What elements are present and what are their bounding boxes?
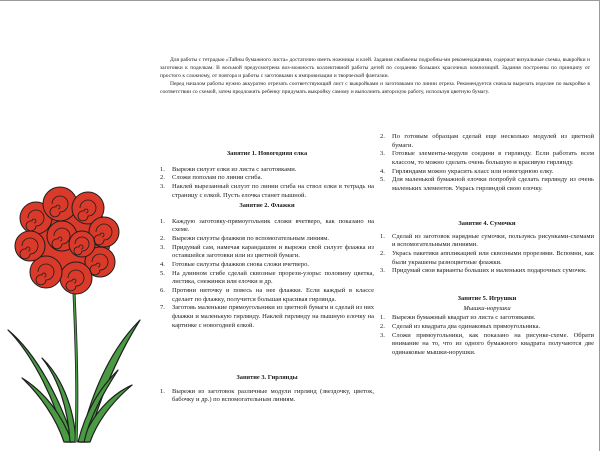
step-text: Укрась пакетики аппликацией или сквозными прорезями. Вспомни, как были украшены разноцветные флажки. xyxy=(392,249,594,266)
step-number: 3. xyxy=(380,331,385,339)
step-number: 1. xyxy=(380,314,385,322)
step-number: 1. xyxy=(160,387,165,395)
step-item xyxy=(160,235,374,244)
step-item xyxy=(380,314,594,323)
lesson-5 xyxy=(380,295,594,358)
step-item xyxy=(160,388,374,405)
step-text: Протяни ниточку и повесь на нее флажки. Если каждый в классе сделает по флажку, получится большая красивая гирлянда. xyxy=(172,286,374,303)
lesson-steps xyxy=(380,314,594,357)
step-text: Наклей вырезанный силуэт по линии сгиба на ствол елки в тетрадь на страницу с елкой. Пусть елочка станет пышной. xyxy=(172,182,374,199)
petal xyxy=(30,256,62,288)
step-number: 5. xyxy=(160,269,165,277)
scan-border-top xyxy=(0,0,600,1)
lesson-steps xyxy=(160,166,374,201)
step-text: Сделай из заготовок нарядные сумочки, пользуясь рисунками-схемами и вспомогательными линиями. xyxy=(392,232,594,249)
step-number: 3. xyxy=(160,243,165,251)
step-number: 3. xyxy=(380,150,385,158)
step-text: Вырежи из заготовок различные модули гирлянд (звездочку, цветок, бабочку и др.) по вспомогательным линиям. xyxy=(172,387,374,404)
lesson-steps xyxy=(160,218,374,331)
flower-illustration xyxy=(0,180,148,448)
step-number: 1. xyxy=(160,217,165,225)
step-text: Сложи прямоугольники, как показано на рисунке-схеме. Обрати внимание на то, что из одного бумажного квадрата получаются две одинаковые мышки-норушки. xyxy=(392,331,594,356)
step-item xyxy=(160,261,374,270)
step-item xyxy=(380,133,594,150)
step-text: Сделай из квадрата два одинаковых прямоугольника. xyxy=(392,322,541,330)
step-number: 1. xyxy=(160,165,165,173)
lesson-1 xyxy=(160,150,374,202)
step-text: Придумай свои варианты больших и маленьких подарочных сумочек. xyxy=(392,267,587,275)
step-text: Придумай сам, намечая карандашом и вырежи свой силуэт флажка из оставшейся заготовки или из цветной бумаги. xyxy=(172,243,374,260)
intro-text xyxy=(160,56,590,96)
step-text: Каждую заготовку-прямоугольник сложи вчетверо, как показано на схеме. xyxy=(172,217,374,234)
lesson-title: Занятие 2. Флажки xyxy=(239,202,295,209)
step-item xyxy=(380,332,594,358)
step-text: Гирляндами можно украсить класс или новогоднюю елку. xyxy=(392,167,554,175)
step-item xyxy=(380,168,594,177)
step-item xyxy=(160,166,374,175)
step-text: Вырежи бумажный квадрат из листа с заготовками. xyxy=(392,314,536,322)
lesson-steps xyxy=(380,133,594,194)
step-number: 2. xyxy=(380,249,385,257)
step-item xyxy=(160,287,374,304)
step-item xyxy=(160,304,374,330)
step-item xyxy=(380,176,594,193)
step-number: 7. xyxy=(160,304,165,312)
step-text: На длинном сгибе сделай сквозные прорези-узоры: половину цветка, листика, снежинки или елочки и др. xyxy=(172,269,374,286)
step-number: 2. xyxy=(160,174,165,182)
petal xyxy=(60,262,92,294)
step-item xyxy=(160,183,374,200)
step-item xyxy=(160,218,374,235)
step-item xyxy=(160,244,374,261)
step-item xyxy=(380,250,594,267)
step-text: Готовые элементы-модули соедини в гирлянду. Если работать всем классом, то можно сделать очень большую и красивую гирлянду. xyxy=(392,150,594,166)
step-number: 2. xyxy=(380,133,385,140)
step-number: 2. xyxy=(380,322,385,330)
lesson-3 xyxy=(160,374,374,405)
step-text: Вырежи силуэты флажков по вспомогательным линиям. xyxy=(172,234,330,242)
lesson-steps xyxy=(380,233,594,276)
step-item xyxy=(160,270,374,287)
lesson-steps xyxy=(160,388,374,405)
lesson-4 xyxy=(380,220,594,290)
petal xyxy=(43,187,77,221)
lesson-title: Занятие 4. Сумочки xyxy=(458,220,516,227)
step-text: Сложи пополам по линии сгиба. xyxy=(172,174,263,182)
flower-leaves xyxy=(8,320,140,442)
step-item xyxy=(160,174,374,183)
step-number: 2. xyxy=(160,234,165,242)
flower-head xyxy=(15,187,119,294)
step-item xyxy=(380,267,594,276)
step-item xyxy=(380,150,594,167)
step-text: По готовым образцам сделай еще несколько модулей из цветной бумаги. xyxy=(392,133,594,149)
step-number: 3. xyxy=(160,182,165,190)
step-text: Заготовь маленькие прямоугольники из цветной бумаги и сделай из них флажки и маленькую гирлянду. Наклей гирлянду на пышную елочку на картинке с новогодней елкой. xyxy=(172,304,374,329)
lesson-subtitle: Мышки-норушки xyxy=(463,304,511,312)
step-text: Для маленькой бумажной елочки попробуй сделать гирлянду из очень маленьких элементов. Укрась гирляндой свою елочку. xyxy=(392,176,594,192)
step-number: 4. xyxy=(380,167,385,175)
lesson-title: Занятие 5. Игрушки xyxy=(457,295,517,302)
petal xyxy=(69,231,95,257)
step-item xyxy=(380,323,594,332)
step-number: 4. xyxy=(160,260,165,268)
petal xyxy=(15,231,45,261)
step-text: Готовые силуэты флажков снова сложи вчетверо. xyxy=(172,260,309,268)
step-item xyxy=(380,233,594,250)
intro-paragraph: Перед началом работы нужно аккуратно отрезать соответствующий лист с выкройками и заготовками по линии отреза. Рекомендуется сначала вырезать изделие по выкройке в соответствии со схемой, затем предложить ребенку придумать выкройку самому и выполнить авторскую работу, используя цветную бумагу. xyxy=(160,81,590,96)
right-column xyxy=(380,133,594,358)
intro-paragraph: Для работы с тетрадью «Тайны бумажного листа» достаточно иметь ножницы и клей. Задания снабжены подробны-ми рекомендациями, содержат визуальные схемы, выкройки и заготовки к поделкам. В восьмой предусмотрена воз-можность коллективной работы детей по созданию больших красочных композиций. Задания построены по принципу от простого к сложному, от повтора и работы с заготовками к импровизации и творческой фантазии. xyxy=(160,57,590,80)
lesson-3-continued xyxy=(380,133,594,216)
left-column xyxy=(160,150,374,405)
lesson-title: Занятие 1. Новогодняя елка xyxy=(226,150,308,157)
step-number: 5. xyxy=(380,176,385,184)
step-number: 6. xyxy=(160,286,165,294)
step-number: 1. xyxy=(380,232,385,240)
step-number: 3. xyxy=(380,267,385,275)
lesson-2 xyxy=(160,202,374,365)
step-text: Вырежи силуэт елки из листа с заготовками. xyxy=(172,165,297,173)
lesson-title: Занятие 3. Гирлянды xyxy=(236,374,298,381)
